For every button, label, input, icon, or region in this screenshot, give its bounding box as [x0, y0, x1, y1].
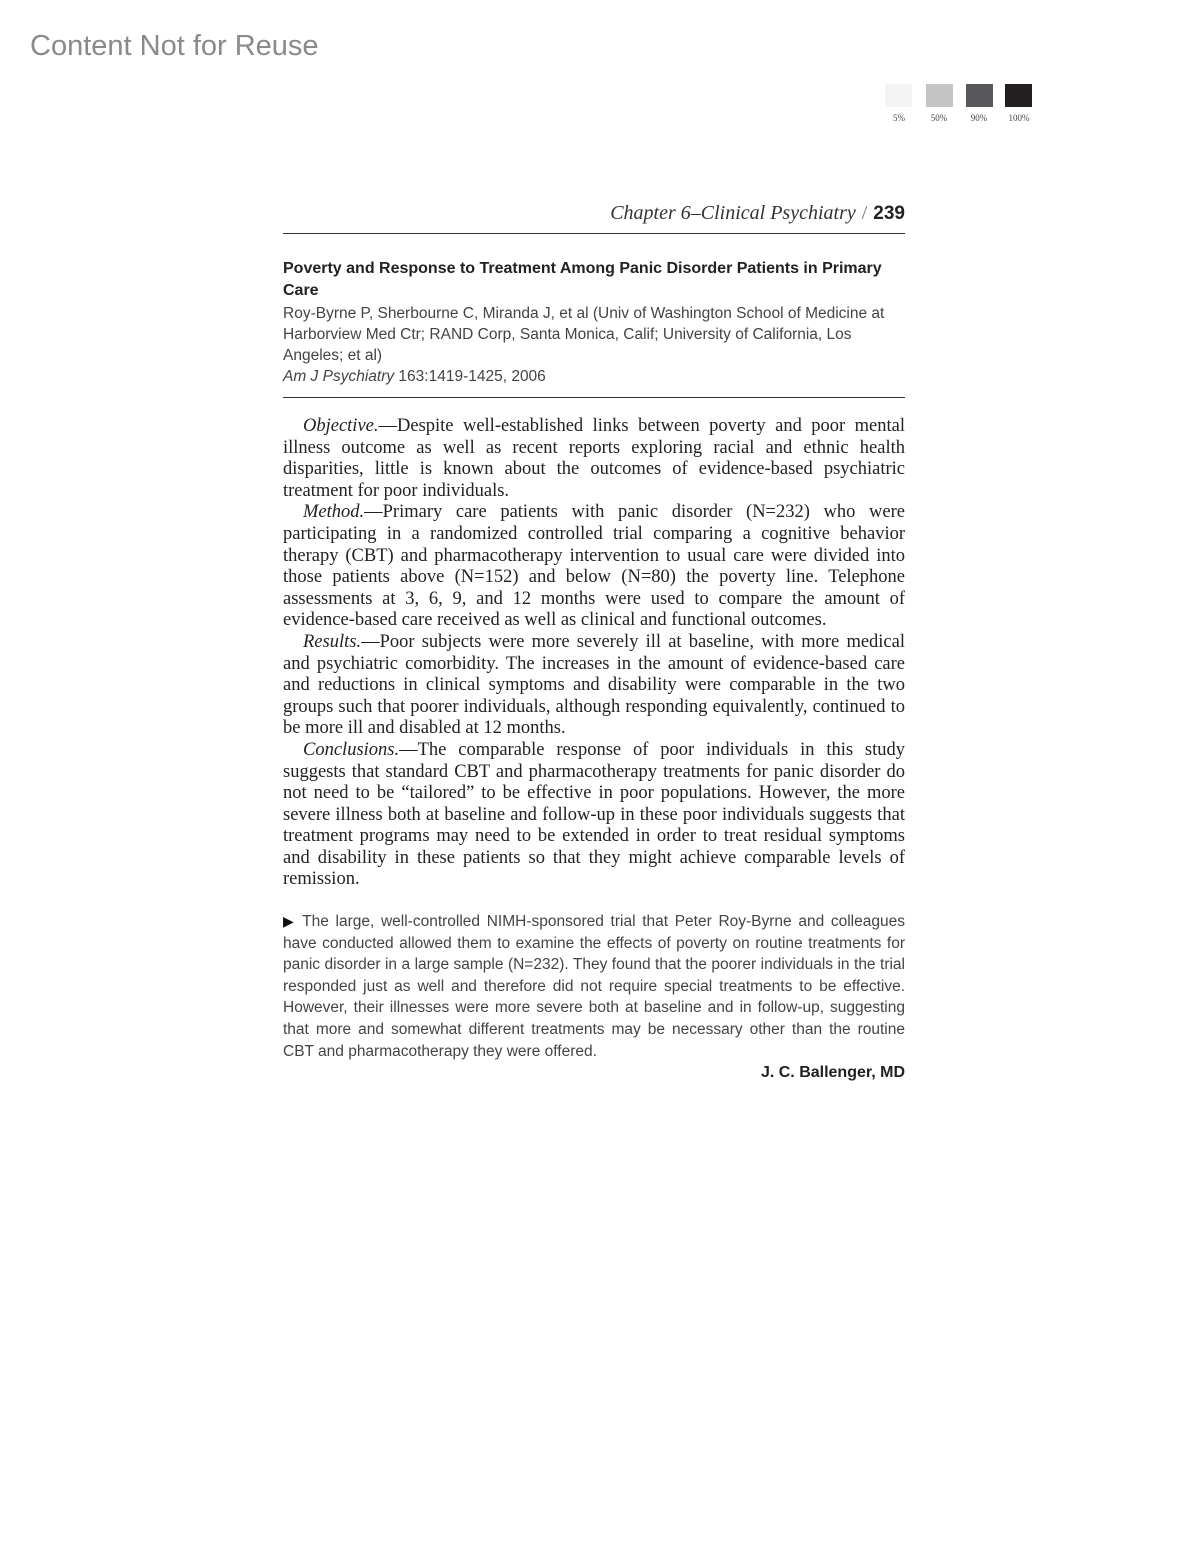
chapter-title: Chapter 6–Clinical Psychiatry: [610, 202, 856, 224]
book-page: [283, 202, 905, 1082]
running-head: [283, 202, 905, 234]
commentary-text: The large, well-controlled NIMH-sponsored trial that Peter Roy-Byrne and colleagues have conducted allowed them to examine the effects of poverty on routine treatments for panic disorder in a large sample (N=232). They found that the poorer individuals in the trial responded just as well and therefore did not require special treatments to be effective. However, their illnesses were more severe both at baseline and in follow-up, suggesting that more and somewhat different treatments may be necessary other than the routine CBT and pharmacotherapy they were offered.: [283, 913, 905, 1060]
article-authors: Roy-Byrne P, Sherbourne C, Miranda J, et al (Univ of Washington School of Medicine at Harborview Med Ctr; RAND Corp, Santa Monica, Calif; University of California, Los Angeles; et al): [283, 305, 885, 364]
article-citation: [283, 366, 905, 387]
swatch-label-50: 50%: [930, 113, 948, 123]
commentary-signature: J. C. Ballenger, MD: [760, 1064, 905, 1082]
results-text: —Poor subjects were more severely ill at baseline, with more medical and psychiatric comorbidity. The increases in the amount of evidence-based care and reductions in clinical symptoms and disability were comparable in the two groups such that poorer individuals, although responding equivalently, continued to be more ill and disabled at 12 months.: [283, 631, 905, 739]
journal-volume-pages: 163:1419-1425, 2006: [394, 368, 546, 385]
triangle-right-icon: ▶: [283, 913, 297, 930]
results-heading: Results.: [303, 631, 362, 652]
conclusions-text: —The comparable response of poor individuals in this study suggests that standard CBT and pharmacotherapy treatments for panic disorder do not need to be “tailored” to be effective in poor populations. However, the more severe illness both at baseline and follow-up in these poor individuals suggests that treatment programs may need to be extended in order to treat residual symptoms and disability in these patients so that they might achieve comparable levels of remission.: [283, 739, 905, 890]
objective-text: —Despite well-established links between poverty and poor mental illness outcome as well as recent reports exploring racial and ethnic health disparities, little is known about the outcomes of evidence-based psychiatric treatment for poor individuals.: [283, 416, 905, 501]
abstract-conclusions: [283, 740, 905, 891]
swatch-100: [1005, 84, 1032, 107]
objective-heading: Objective.: [303, 416, 379, 436]
abstract: [283, 416, 905, 891]
swatch-5: [885, 84, 912, 107]
page-number: 239: [873, 203, 905, 224]
swatch-90: [966, 84, 993, 107]
method-text: —Primary care patients with panic disorder (N=232) who were participating in a randomized controlled trial comparing a cognitive behavior therapy (CBT) and pharmacotherapy intervention to usual care were divided into those patients above (N=152) and below (N=80) the poverty line. Telephone assessments at 3, 6, 9, and 12 months were used to compare the amount of evidence-based care received as well as clinical and functional outcomes.: [283, 502, 905, 631]
article-title: Poverty and Response to Treatment Among Panic Disorder Patients in Primary Care: [283, 260, 882, 299]
conclusions-heading: Conclusions.: [303, 739, 400, 760]
abstract-method: [283, 502, 905, 632]
swatch-50: [926, 84, 953, 107]
article-header: [283, 234, 905, 398]
running-head-separator: /: [861, 202, 868, 224]
method-heading: Method.: [303, 502, 365, 523]
swatch-label-5: 5%: [893, 113, 905, 123]
swatch-label-90: 90%: [970, 113, 988, 123]
swatch-label-100: 100%: [1008, 113, 1030, 123]
watermark-text: Content Not for Reuse: [30, 30, 319, 62]
editor-commentary: [283, 911, 905, 1062]
color-calibration-swatches: [885, 84, 1035, 128]
abstract-results: [283, 632, 905, 740]
abstract-objective: [283, 416, 905, 502]
journal-name: Am J Psychiatry: [283, 368, 395, 385]
